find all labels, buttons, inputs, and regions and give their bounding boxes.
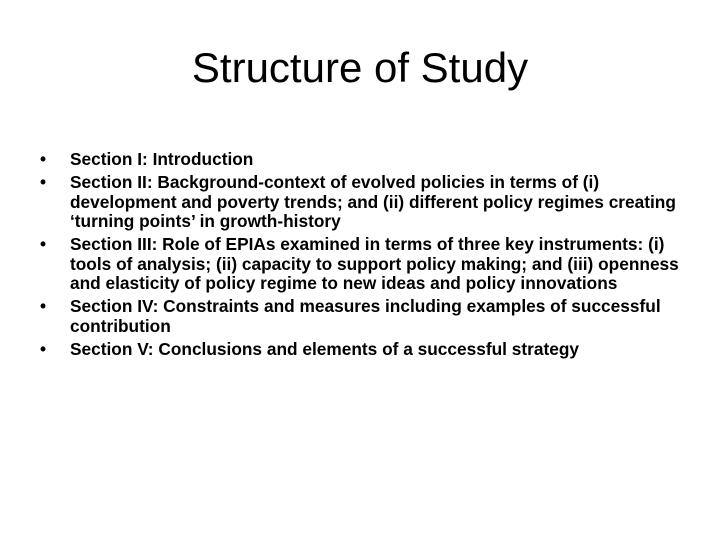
bullet-item-section-3: [40, 235, 680, 294]
bullet-dot-icon: •: [40, 234, 47, 254]
bullet-text: Section II: Background-context of evolved policies in terms of (i) development and poverty trends; and (ii) different policy regimes creating ‘turning points’ in growth-history: [70, 172, 676, 231]
bullet-text: Section IV: Constraints and measures including examples of successful contribution: [70, 296, 661, 336]
bullet-item-section-2: [40, 173, 680, 232]
bullet-text: Section III: Role of EPIAs examined in terms of three key instruments: (i) tools of analysis; (ii) capacity to support policy making; and (iii) openness and elasticity of policy regime to new ideas and policy innovations: [70, 234, 679, 293]
bullet-text: Section V: Conclusions and elements of a successful strategy: [70, 338, 579, 359]
bullet-text: Section I: Introduction: [70, 149, 254, 169]
bullet-item-section-4: [40, 297, 680, 336]
bullet-dot-icon: •: [40, 149, 47, 169]
bullet-dot-icon: •: [40, 296, 47, 316]
bullet-item-section-5: [40, 340, 680, 360]
bullet-dot-icon: •: [40, 338, 47, 359]
bullet-list: [40, 150, 680, 363]
bullet-dot-icon: •: [40, 172, 47, 192]
slide-title: Structure of Study: [191, 44, 529, 91]
bullet-item-section-1: [40, 150, 680, 170]
